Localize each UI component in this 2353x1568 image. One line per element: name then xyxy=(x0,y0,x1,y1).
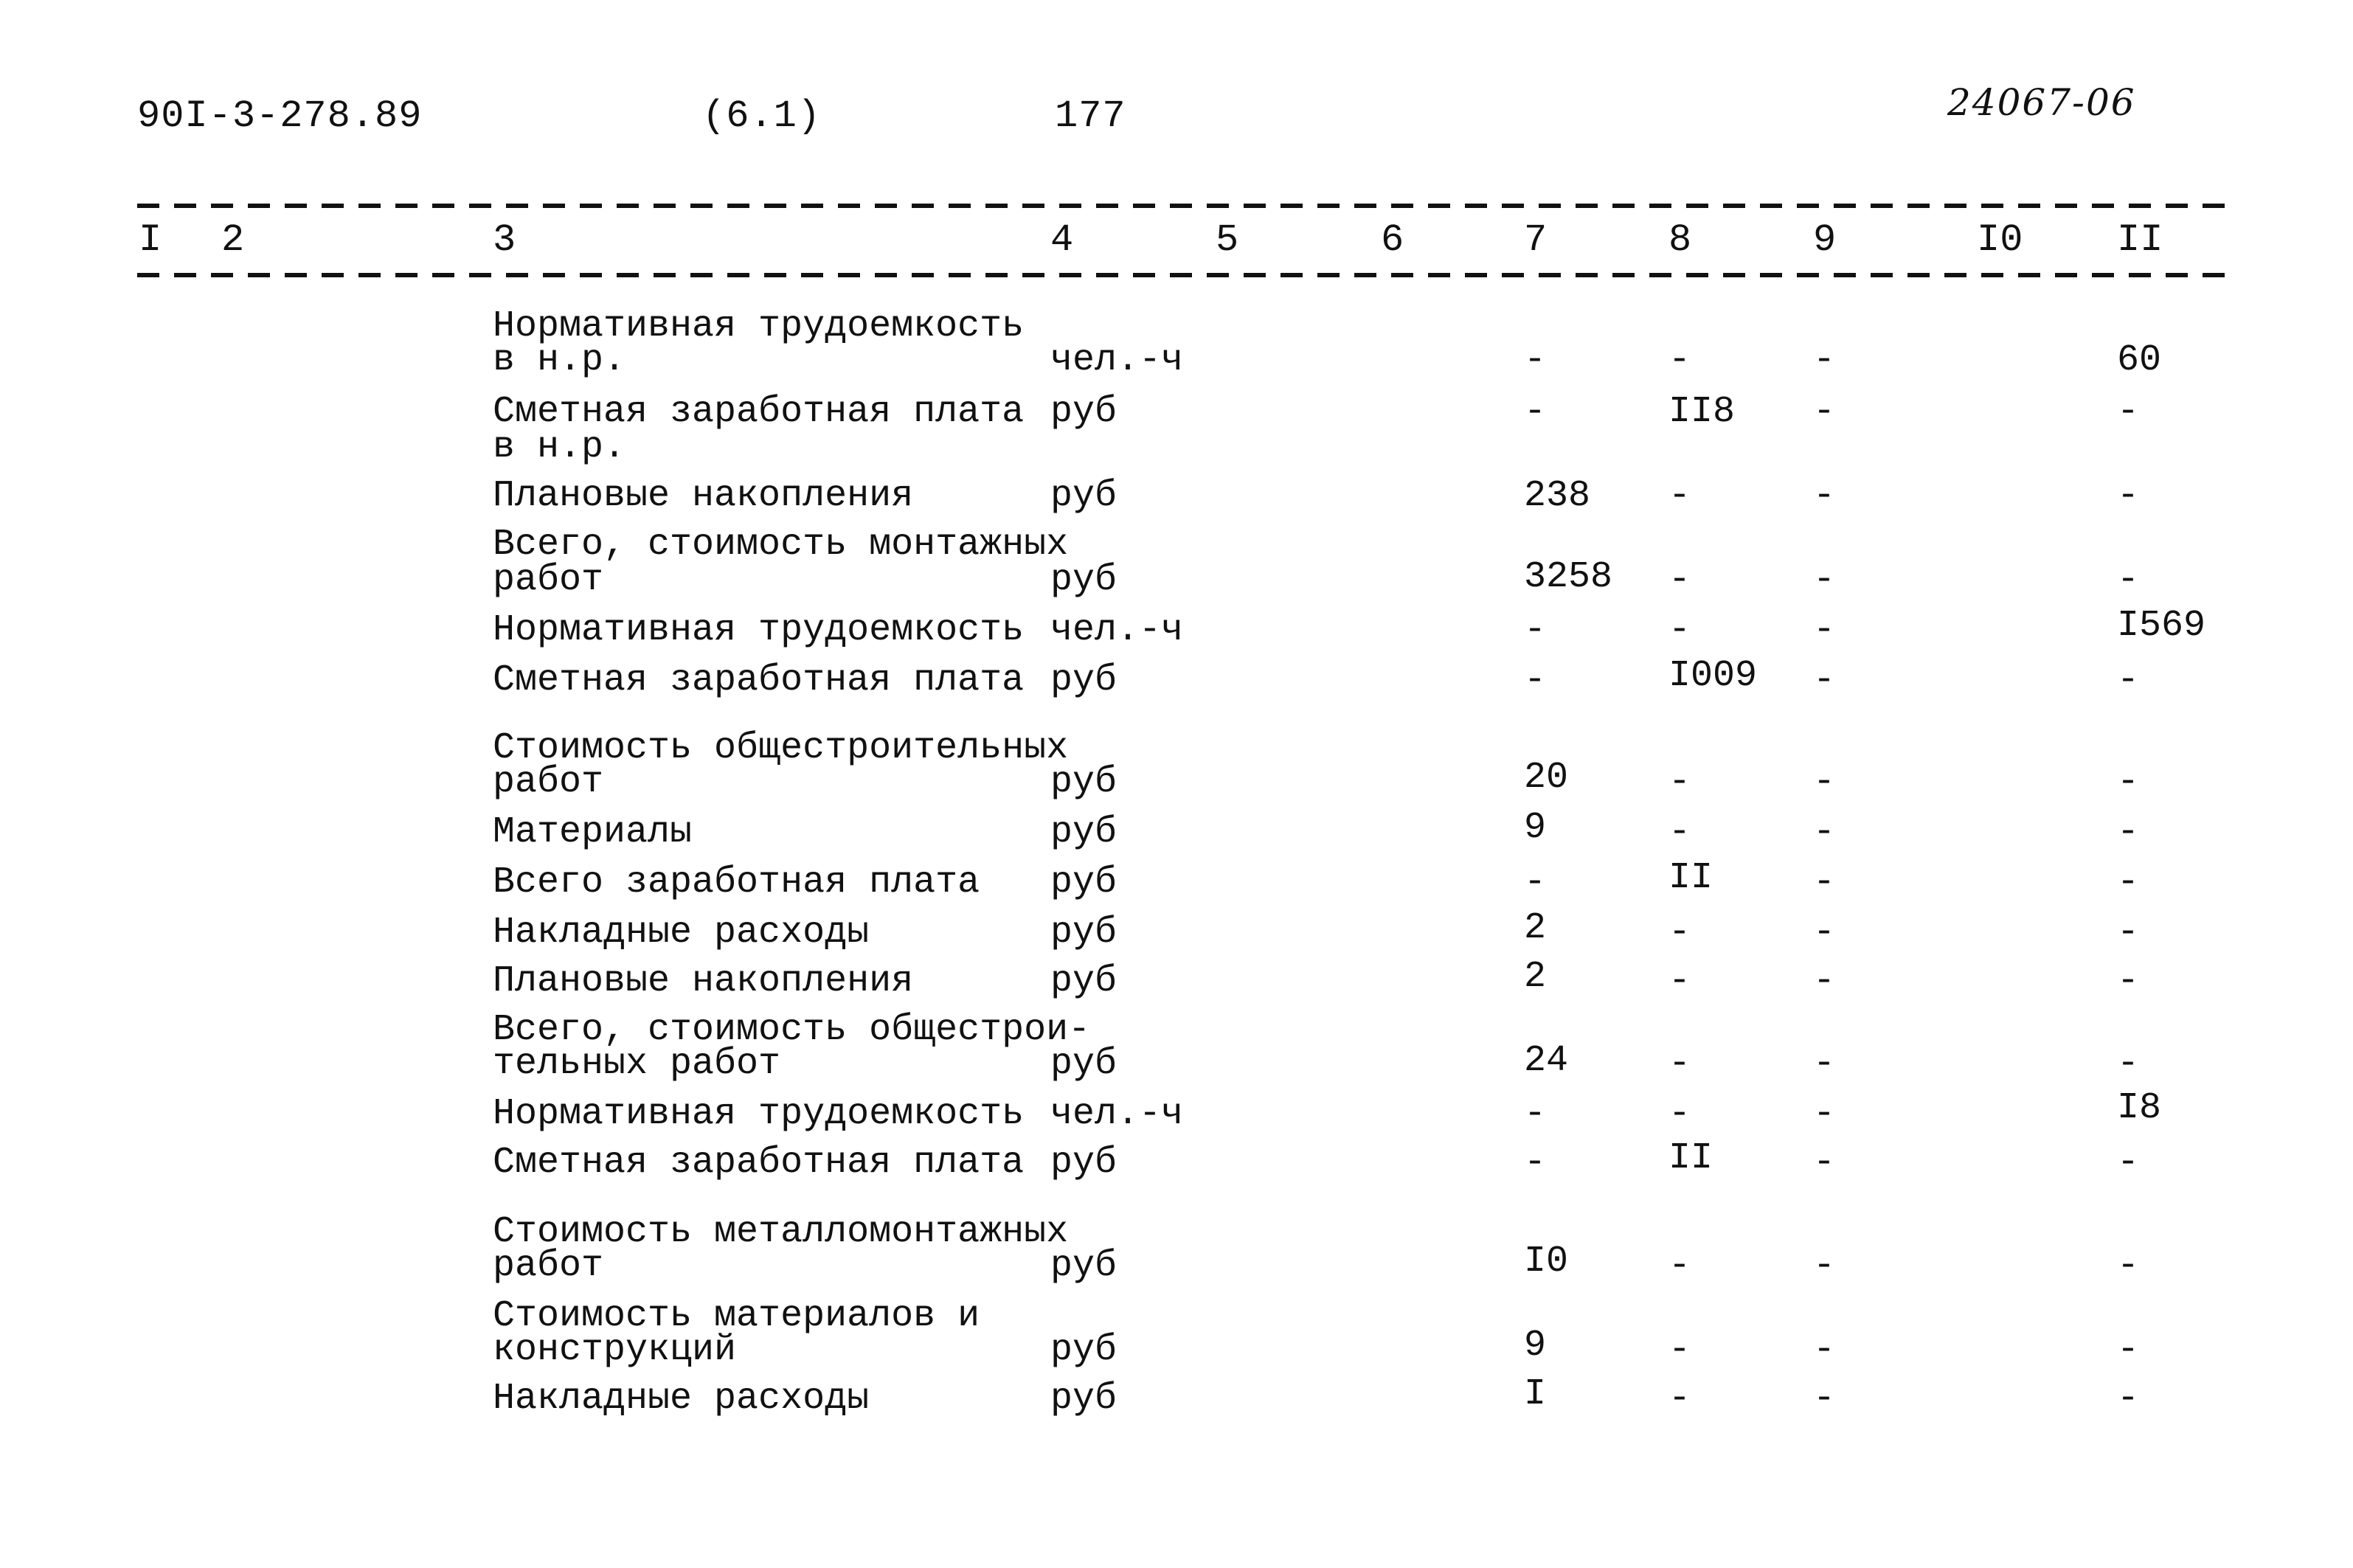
row-description: Материалы xyxy=(493,811,693,853)
row-description: Сметная заработная плата xyxy=(493,1142,1025,1184)
section-number: (6.1) xyxy=(702,94,822,138)
row-unit: руб xyxy=(1050,1329,1117,1371)
row-value-col7: 238 xyxy=(1524,475,1591,517)
row-unit: руб xyxy=(1050,761,1117,803)
row-description-cont: работ xyxy=(493,761,604,803)
row-description-cont: тельных работ xyxy=(493,1043,781,1085)
column-header-1: I xyxy=(139,218,162,262)
row-description: Стоимость металломонтажных xyxy=(493,1211,1069,1253)
row-description: Стоимость общестроительных xyxy=(493,727,1069,769)
row-value-col11: - xyxy=(2117,1245,2140,1287)
row-value-col8: II8 xyxy=(1668,391,1736,433)
row-value-col9: - xyxy=(1813,960,1836,1002)
row-unit: руб xyxy=(1050,659,1117,701)
row-unit: руб xyxy=(1050,559,1117,601)
row-value-col8: - xyxy=(1668,1378,1691,1420)
row-description: Накладные расходы xyxy=(493,1378,870,1420)
row-value-col11: - xyxy=(2117,912,2140,954)
row-value-col9: - xyxy=(1813,609,1836,651)
row-value-col9: - xyxy=(1813,1378,1836,1420)
row-value-col11: - xyxy=(2117,1142,2140,1184)
row-description-cont: работ xyxy=(493,559,604,601)
column-header-11: II xyxy=(2117,218,2163,262)
row-value-col7: 2 xyxy=(1524,907,1547,949)
column-header-6: 6 xyxy=(1381,218,1404,262)
column-header-8: 8 xyxy=(1668,218,1692,262)
row-value-col9: - xyxy=(1813,391,1836,433)
row-value-col8: - xyxy=(1668,475,1691,517)
row-value-col8: - xyxy=(1668,1329,1691,1371)
column-header-3: 3 xyxy=(493,218,516,262)
row-value-col9: - xyxy=(1813,811,1836,853)
row-value-col9: - xyxy=(1813,761,1836,803)
row-description: Нормативная трудоемкость xyxy=(493,1093,1025,1135)
column-header-2: 2 xyxy=(221,218,245,262)
row-value-col8: II xyxy=(1668,857,1713,899)
row-value-col7: I xyxy=(1524,1373,1547,1415)
header-top-rule xyxy=(137,204,2225,208)
row-value-col9: - xyxy=(1813,1329,1836,1371)
row-value-col7: I0 xyxy=(1524,1241,1569,1283)
row-description: Всего, стоимость монтажных xyxy=(493,524,1069,566)
column-header-7: 7 xyxy=(1524,218,1548,262)
row-value-col11: - xyxy=(2117,559,2140,601)
row-value-col7: - xyxy=(1524,609,1547,651)
row-value-col9: - xyxy=(1813,1043,1836,1085)
row-value-col7: - xyxy=(1524,659,1547,701)
row-description: Плановые накопления xyxy=(493,960,914,1002)
row-description: Стоимость материалов и xyxy=(493,1295,980,1337)
row-description: Плановые накопления xyxy=(493,475,914,517)
row-value-col11: - xyxy=(2117,1378,2140,1420)
row-value-col9: - xyxy=(1813,559,1836,601)
column-header-4: 4 xyxy=(1050,218,1074,262)
row-value-col11: - xyxy=(2117,1043,2140,1085)
row-value-col9: - xyxy=(1813,1142,1836,1184)
row-unit: руб xyxy=(1050,475,1117,517)
row-value-col7: 2 xyxy=(1524,956,1547,998)
row-value-col9: - xyxy=(1813,1093,1836,1135)
row-value-col7: 9 xyxy=(1524,807,1547,849)
row-description-cont: в н.р. xyxy=(493,426,626,468)
row-unit: руб xyxy=(1050,391,1117,433)
row-unit: руб xyxy=(1050,912,1117,954)
row-value-col8: - xyxy=(1668,1093,1691,1135)
row-value-col8: - xyxy=(1668,761,1691,803)
row-unit: чел.-ч xyxy=(1050,1093,1184,1135)
row-value-col8: - xyxy=(1668,339,1691,381)
row-description-cont: конструкций xyxy=(493,1329,737,1371)
row-description: Нормативная трудоемкость xyxy=(493,609,1025,651)
row-value-col11: - xyxy=(2117,1329,2140,1371)
column-header-9: 9 xyxy=(1813,218,1837,262)
row-value-col9: - xyxy=(1813,912,1836,954)
row-value-col7: 3258 xyxy=(1524,556,1613,598)
row-description: Сметная заработная плата xyxy=(493,659,1025,701)
row-value-col8: - xyxy=(1668,811,1691,853)
row-unit: руб xyxy=(1050,861,1117,903)
row-unit: руб xyxy=(1050,1245,1117,1287)
row-unit: руб xyxy=(1050,811,1117,853)
row-value-col9: - xyxy=(1813,339,1836,381)
row-value-col11: - xyxy=(2117,811,2140,853)
column-header-10: I0 xyxy=(1977,218,2023,262)
row-description-cont: работ xyxy=(493,1245,604,1287)
row-value-col8: - xyxy=(1668,960,1691,1002)
row-unit: чел.-ч xyxy=(1050,609,1184,651)
row-description: Сметная заработная плата xyxy=(493,391,1025,433)
row-description: Всего заработная плата xyxy=(493,861,980,903)
row-unit: руб xyxy=(1050,960,1117,1002)
handwritten-stamp: 24067-06 xyxy=(1947,81,2136,124)
row-value-col8: II xyxy=(1668,1137,1713,1179)
page-number: 177 xyxy=(1055,94,1126,138)
column-header-5: 5 xyxy=(1216,218,1239,262)
row-value-col11: I569 xyxy=(2117,605,2206,647)
row-value-col7: - xyxy=(1524,391,1547,433)
row-value-col11: - xyxy=(2117,659,2140,701)
row-value-col11: 60 xyxy=(2117,339,2162,381)
row-value-col11: - xyxy=(2117,861,2140,903)
row-value-col7: - xyxy=(1524,339,1547,381)
row-value-col11: - xyxy=(2117,391,2140,433)
row-description: Накладные расходы xyxy=(493,912,870,954)
row-value-col8: - xyxy=(1668,609,1691,651)
row-value-col8: - xyxy=(1668,1245,1691,1287)
row-value-col8: - xyxy=(1668,912,1691,954)
row-value-col11: - xyxy=(2117,960,2140,1002)
row-value-col7: - xyxy=(1524,1093,1547,1135)
row-value-col9: - xyxy=(1813,1245,1836,1287)
row-value-col7: - xyxy=(1524,861,1547,903)
row-value-col11: I8 xyxy=(2117,1087,2162,1129)
row-unit: руб xyxy=(1050,1142,1117,1184)
row-value-col7: 20 xyxy=(1524,757,1569,799)
row-value-col9: - xyxy=(1813,861,1836,903)
row-description: Нормативная трудоемкость xyxy=(493,305,1025,347)
row-value-col8: - xyxy=(1668,559,1691,601)
row-description-cont: в н.р. xyxy=(493,339,626,381)
row-value-col9: - xyxy=(1813,659,1836,701)
row-value-col11: - xyxy=(2117,761,2140,803)
row-value-col7: - xyxy=(1524,1142,1547,1184)
header-bottom-rule xyxy=(137,273,2225,277)
row-unit: руб xyxy=(1050,1378,1117,1420)
row-value-col9: - xyxy=(1813,475,1836,517)
row-value-col8: I009 xyxy=(1668,655,1758,697)
document-code: 90I-3-278.89 xyxy=(137,94,423,138)
row-value-col7: 24 xyxy=(1524,1040,1569,1082)
row-description: Всего, стоимость общестрои- xyxy=(493,1009,1091,1051)
row-value-col7: 9 xyxy=(1524,1325,1547,1367)
row-unit: руб xyxy=(1050,1043,1117,1085)
row-value-col8: - xyxy=(1668,1043,1691,1085)
row-value-col11: - xyxy=(2117,475,2140,517)
row-unit: чел.-ч xyxy=(1050,339,1184,381)
